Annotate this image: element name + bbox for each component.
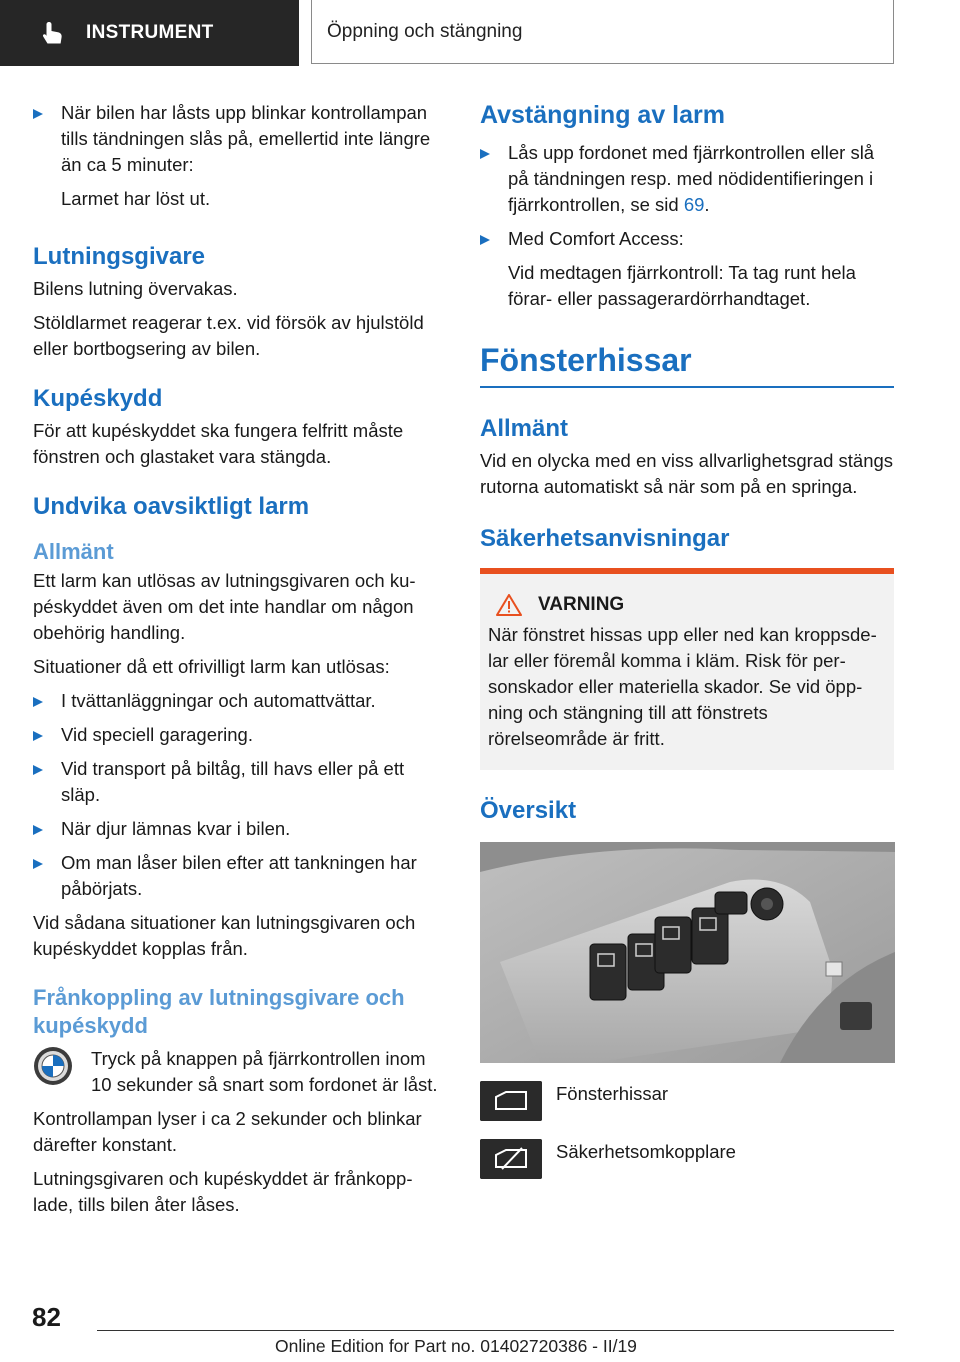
bullet-arrow-icon — [33, 765, 43, 775]
bullet-arrow-icon — [480, 235, 490, 245]
heading-sakerhetsanvisningar: Säkerhetsanvisningar — [480, 525, 730, 552]
bullet-arrow-icon — [33, 731, 43, 741]
warning-title-row — [488, 594, 886, 616]
warning-text: När fönstret hissas upp eller ned kan kroppsdelar eller föremål komma i kläm. Risk för personskador eller materiella skador. Se vid öppning och stängning till att fönstrets rörelseområde är fritt. — [488, 624, 877, 749]
frankoppling-paragraph-3: Lutningsgivaren och kupéskyddet är frånkopplade, tills bilen åter låses. — [33, 1168, 413, 1215]
section-tab[interactable] — [0, 0, 299, 66]
page-number: 82 — [32, 1302, 61, 1332]
bullet-arrow-icon — [33, 859, 43, 869]
heading-rule — [480, 386, 894, 388]
legend-item — [480, 1139, 894, 1179]
heading-kupeskydd: Kupéskydd — [33, 385, 163, 412]
avstangning-bullet-2: Med Comfort Access: — [508, 228, 684, 249]
intro-sub-text: Larmet har löst ut. — [61, 188, 211, 209]
heading-avstangning: Avstängning av larm — [480, 101, 725, 129]
fob-instruction-text: Tryck på knappen på fjärrkontrollen inom 10 sekunder så snart som fordonet är låst. — [91, 1048, 438, 1095]
frankoppling-paragraph-2: Kontrollampan lyser i ca 2 sekunder och blinkar därefter konstant. — [33, 1108, 422, 1155]
heading-fonsterhissar: Fönsterhissar — [480, 342, 692, 378]
bullet-arrow-icon — [33, 697, 43, 707]
allmant-paragraph-2: Situationer då ett ofrivilligt larm kan utlösas: — [33, 656, 390, 677]
page-link[interactable]: 69 — [683, 194, 705, 215]
bullet-arrow-icon — [33, 825, 43, 835]
avstangning-bullet-1-end: . — [704, 194, 710, 215]
warning-triangle-icon — [496, 594, 522, 616]
section-title: INSTRUMENT — [86, 22, 214, 43]
bullet-arrow-icon — [33, 109, 43, 119]
heading-allmant-right: Allmänt — [480, 415, 569, 442]
heading-lutningsgivare: Lutningsgivare — [33, 243, 206, 270]
intro-bullet-text: När bilen har låsts upp blinkar kontrollampan tills tändningen slås på, emellertid inte längre än ca 5 minuter: — [61, 102, 431, 175]
situation-text: Vid speciell garagering. — [61, 724, 253, 745]
heading-allmant-left: Allmänt — [33, 539, 114, 564]
legend-label: Säkerhetsomkopplare — [556, 1141, 736, 1162]
situation-text: Vid transport på biltåg, till havs eller på ett släp. — [61, 758, 405, 805]
kupe-paragraph: För att kupéskyddet ska fungera felfritt måste fönstren och glastaket vara stängda. — [33, 420, 404, 467]
list-item — [33, 688, 443, 714]
window-switch-panel-photo — [480, 842, 895, 1063]
heading-undvika: Undvika oavsiktligt larm — [33, 493, 310, 520]
allmant-paragraph-1: Ett larm kan utlösas av lutningsgivaren och kupéskyddet även om det inte handlar om någon obehörig handling. — [33, 570, 416, 643]
situation-text: I tvättanläggningar och automattvättar. — [61, 690, 376, 711]
list-item — [480, 140, 894, 218]
list-item — [480, 226, 894, 252]
situation-text: Om man låser bilen efter att tankningen har påbörjats. — [61, 852, 417, 899]
chapter-title: Öppning och stängning — [327, 20, 523, 42]
avstangning-bullet-1 — [508, 140, 894, 218]
heading-oversikt: Översikt — [480, 797, 577, 824]
situation-text: När djur lämnas kvar i bilen. — [61, 818, 291, 839]
left-column — [33, 100, 443, 1226]
list-item — [33, 100, 443, 178]
heading-frankoppling: Frånkoppling av lutningsgivare och kupéskydd — [33, 985, 405, 1038]
right-column — [480, 100, 894, 1179]
footer-edition: Online Edition for Part no. 01402720386 - II/19 — [275, 1336, 637, 1356]
warning-box — [480, 568, 894, 770]
situations-after-text: Vid sådana situationer kan lutningsgivaren och kupéskyddet kopplas från. — [33, 912, 416, 959]
warning-title: VARNING — [538, 594, 625, 615]
list-item — [33, 722, 443, 748]
hand-pointer-icon — [40, 20, 66, 46]
window-switch-icon — [480, 1081, 542, 1121]
legend-label: Fönsterhissar — [556, 1083, 669, 1104]
list-item — [33, 816, 443, 842]
bullet-arrow-icon — [480, 149, 490, 159]
remote-key-logo-icon — [33, 1046, 73, 1086]
list-item — [33, 756, 443, 808]
list-item — [33, 850, 443, 902]
avstangning-bullet-2-sub: Vid medtagen fjärrkontroll: Ta tag runt hela förar- eller passagerardörrhandtaget. — [508, 262, 856, 309]
chapter-tab[interactable] — [311, 0, 894, 64]
fob-instruction — [33, 1046, 443, 1098]
footer-divider — [97, 1330, 894, 1331]
safety-switch-icon — [480, 1139, 542, 1179]
legend-item — [480, 1081, 894, 1121]
allmant-right-paragraph: Vid en olycka med en viss allvarlighetsgrad stängs rutorna automatiskt så när som på en springa. — [480, 450, 894, 497]
lutning-paragraph-2: Stöldlarmet reagerar t.ex. vid försök av hjulstöld eller bortbogsering av bilen. — [33, 312, 424, 359]
avstangning-bullet-1-text: Lås upp fordonet med fjärrkontrollen eller slå på tändningen resp. med nödidentifieringen i fjärrkontrollen, se sid — [508, 142, 875, 215]
lutning-paragraph-1: Bilens lutning övervakas. — [33, 278, 238, 299]
